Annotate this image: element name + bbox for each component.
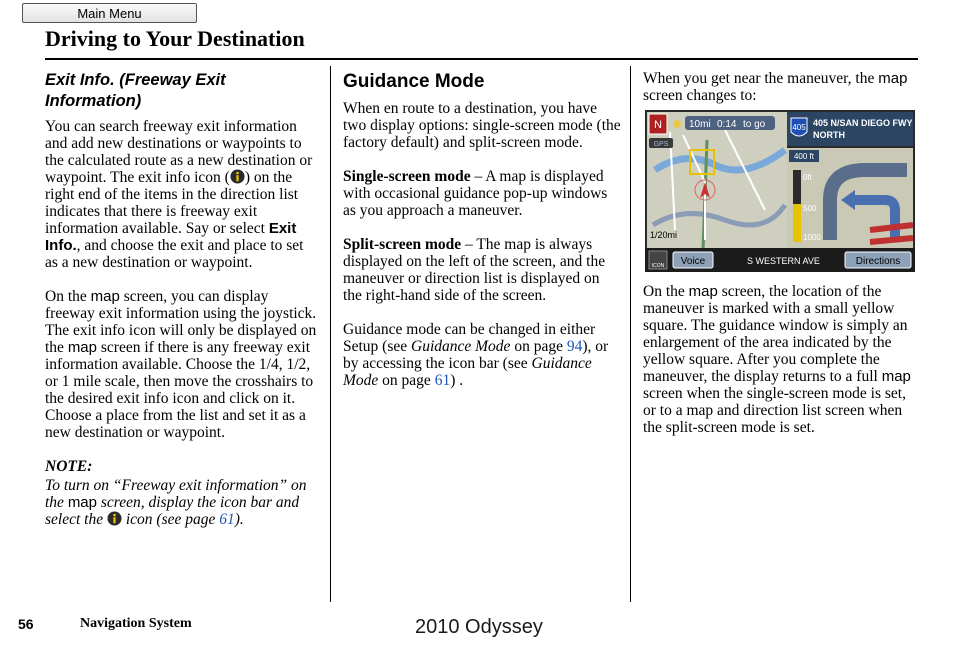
page-link-61[interactable]: 61	[434, 372, 451, 389]
note-block	[45, 458, 320, 528]
navigation-screen-image	[645, 110, 915, 272]
exit-info-command: Exit Info.	[45, 220, 297, 254]
main-menu-button[interactable]: Main Menu	[22, 3, 197, 23]
traffic-line	[870, 238, 913, 242]
svg-text:405: 405	[792, 123, 806, 132]
exit-info-heading: Exit Info. (Freeway Exit Information)	[45, 71, 226, 110]
svg-text:ICON: ICON	[651, 263, 665, 269]
map-area	[647, 112, 787, 248]
page-number: 56	[18, 616, 34, 632]
footer-system-name: Navigation System	[80, 616, 192, 631]
guidance-mode-section	[343, 70, 621, 406]
distance-1000: 1000	[803, 233, 821, 242]
page-link-61[interactable]: 61	[219, 511, 235, 528]
maneuver-section	[643, 70, 918, 104]
svg-text:400 ft: 400 ft	[793, 152, 815, 161]
distance-0ft: 0ft	[803, 173, 812, 182]
distance-500: 500	[803, 204, 817, 213]
svg-text:GPS: GPS	[653, 141, 669, 148]
info-icon	[230, 169, 245, 184]
split-screen-paragraph: Split-screen mode – The map is always displayed on the left of the screen, and the maneuver or direction list is displayed on the right-hand side of the screen.	[343, 236, 606, 304]
guidance-change-paragraph: Guidance mode can be changed in either Setup (see Guidance Mode on page 94), or by accessing the icon bar (see Guidance Mode on page 61) .	[343, 321, 609, 389]
svg-text:N: N	[654, 119, 662, 131]
single-screen-paragraph: Single-screen mode – A map is displayed with occasional guidance pop-up windows as you approach a maneuver.	[343, 168, 608, 219]
map-scale: 1/20mi	[650, 230, 678, 240]
column-divider-2	[630, 66, 631, 602]
road-direction: NORTH	[813, 130, 845, 140]
page-title: Driving to Your Destination	[45, 26, 305, 51]
guidance-intro: When en route to a destination, you have two display options: single-screen mode (the factory default) and split-screen mode.	[343, 100, 621, 151]
distance-bar-fill	[793, 204, 801, 242]
info-icon	[107, 511, 122, 526]
watermark: 2010 Odyssey	[415, 616, 543, 638]
exit-info-section	[45, 70, 320, 528]
svg-text:Voice: Voice	[680, 256, 706, 267]
note-text: To turn on “Freeway exit information” on the map screen, display the icon bar and select the icon (see page 61).	[45, 477, 307, 528]
page-link-94[interactable]: 94	[566, 338, 583, 355]
to-go-label: to go	[743, 119, 766, 130]
svg-text:Directions: Directions	[855, 256, 901, 267]
column-divider-1	[330, 66, 331, 602]
road-name: 405 N/SAN DIEGO FWY	[813, 118, 913, 128]
maneuver-paragraph: On the map screen, the location of the maneuver is marked with a small yellow square. The guidance window is simply an enlargement of the area indicated by the yellow square. After you complete the maneuver, the display returns to a full map screen when the single-screen mode is set, or to a map and direction list screen when the split-screen mode is set.	[643, 283, 911, 436]
destination-flag-icon	[673, 120, 681, 128]
maneuver-intro: When you get near the maneuver, the map screen changes to:	[643, 70, 908, 104]
map-exit-paragraph: On the map screen, you can display freeway exit information using the joystick. The exit info icon will only be displayed on the map screen if there is any freeway exit information available. Choose the 1/4, 1/2, or 1 mile scale, then move the crosshairs to the desired exit info icon and click on it. Choose a place from the list and set it as a new destination or waypoint.	[45, 288, 317, 441]
current-street: S WESTERN AVE	[747, 256, 820, 266]
time-to-go: 0:14	[717, 119, 737, 130]
guidance-mode-heading: Guidance Mode	[343, 71, 485, 92]
note-label: NOTE:	[45, 458, 93, 475]
maneuver-description	[643, 283, 918, 453]
distance-to-go: 10mi	[689, 119, 711, 130]
exit-info-paragraph: You can search freeway exit information and add new destinations or waypoints to the calculated route as a new destination or waypoint. The exit info icon ( ) on the right end of the items in the direction list indicates that there is freeway exit information available. Say or select Exit Info., and choose the exit and place to set as a new destination or waypoint.	[45, 118, 313, 271]
title-divider	[45, 58, 918, 60]
